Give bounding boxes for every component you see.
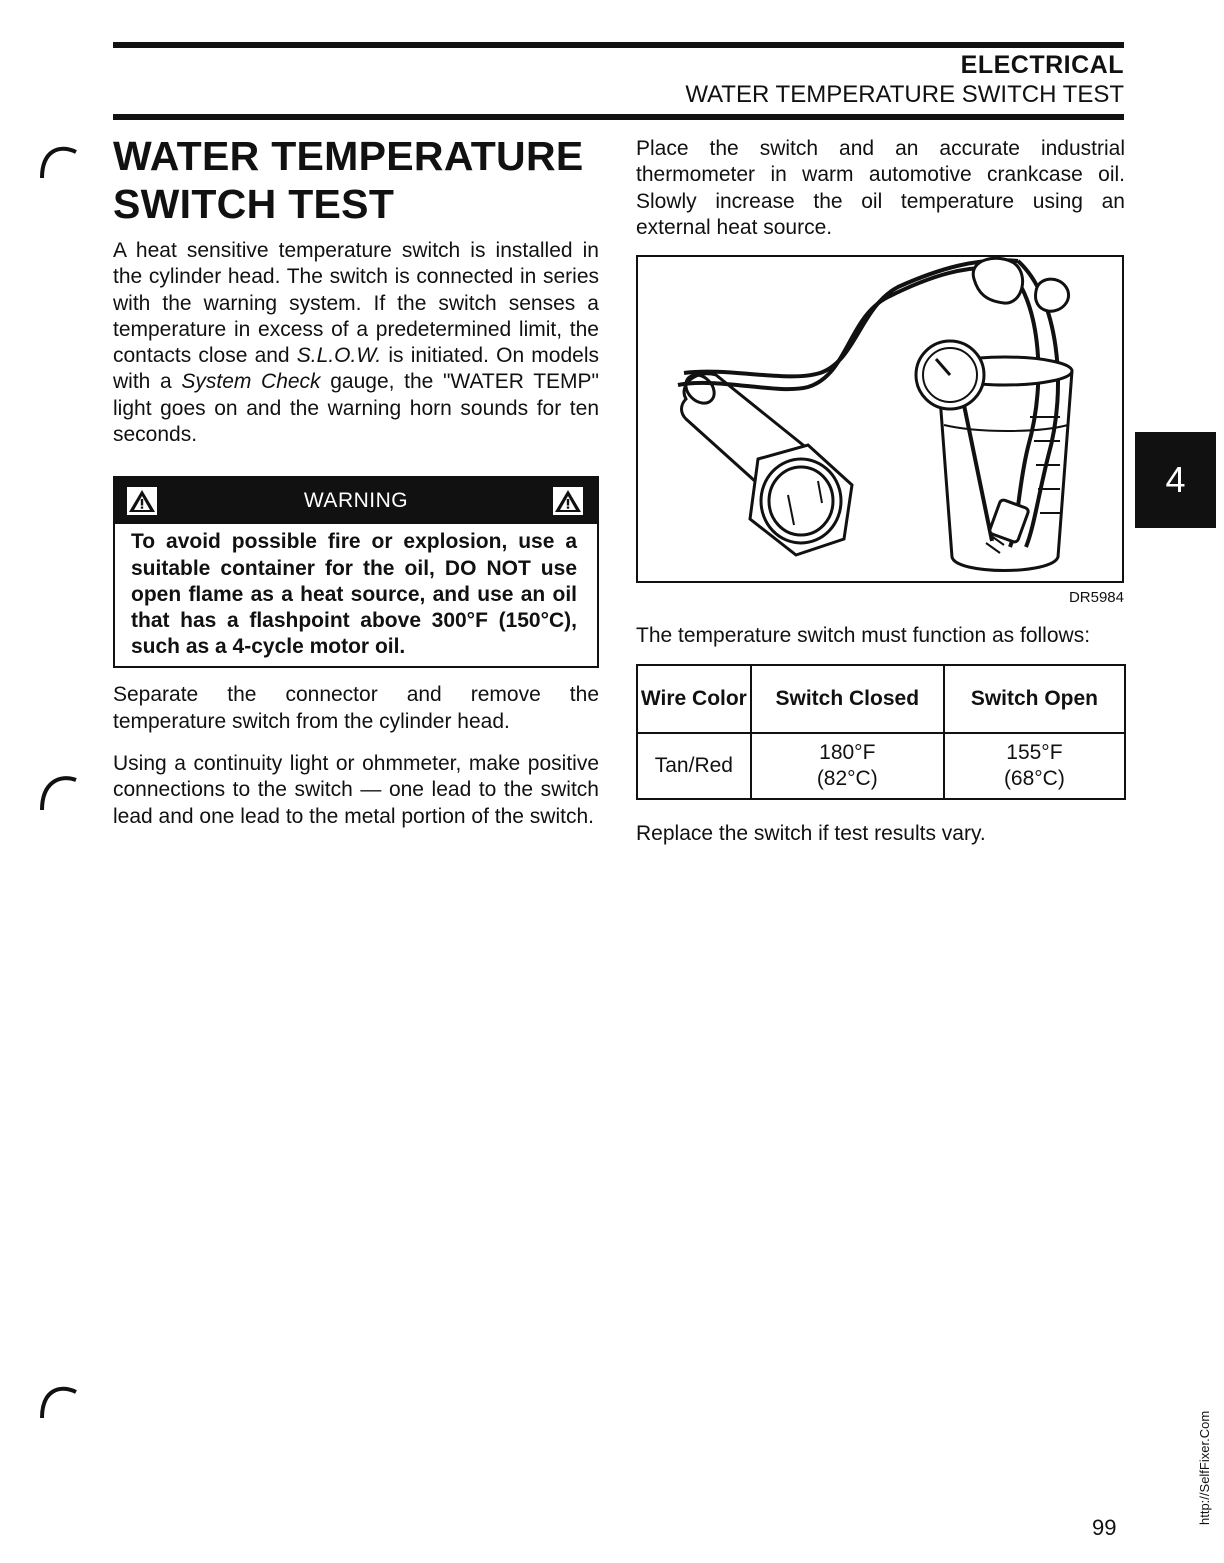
binder-hole-mark	[38, 138, 78, 188]
intro-text-2: is initiated. On models with a	[113, 344, 599, 394]
table-lead: The temperature switch must function as follows:	[636, 624, 1091, 648]
left-column	[113, 128, 599, 830]
warning-text: To avoid possible fire or explosion, use a suitable container for the oil, DO NOT use open flame as a heat source, and use an oil that has a flashpoint above 300°F (150°C), such as a 4-cycle motor oil.	[131, 530, 577, 659]
intro-slow: S.L.O.W.	[296, 344, 382, 368]
separate-paragraph: Separate the connector and remove the temperature switch from the cylinder head.	[113, 683, 599, 733]
switch-test-illustration	[636, 255, 1124, 583]
warning-header	[115, 478, 597, 524]
continuity-paragraph: Using a continuity light or ohmmeter, make positive connections to the switch — one lead to the switch lead and one lead to the metal portion of the switch.	[113, 751, 599, 828]
hex-nut	[750, 445, 852, 555]
warning-title: WARNING	[303, 489, 409, 513]
header-switch-closed: Switch Closed	[751, 665, 944, 733]
title-line-1: WATER TEMPERATURE	[113, 133, 584, 179]
switch-function-table	[636, 664, 1126, 800]
intro-text-3: gauge, the "WATER TEMP" light goes on and the warning horn sounds for ten seconds.	[113, 370, 599, 447]
table-row	[637, 733, 1125, 799]
page-number: 99	[1092, 1515, 1117, 1540]
cell-closed: 180°F (82°C)	[751, 733, 944, 799]
figure-code: DR5984	[1068, 589, 1124, 607]
title-line-2: SWITCH TEST	[113, 181, 395, 227]
intro-paragraph	[113, 238, 599, 448]
page-title	[113, 132, 599, 228]
temperature-switch	[986, 499, 1029, 553]
cell-open: 155°F (68°C)	[944, 733, 1125, 799]
place-paragraph: Place the switch and an accurate industrial thermometer in warm automotive crankcase oil. Slowly increase the oil temperature using an external heat source.	[636, 137, 1125, 239]
header-rule-top	[113, 42, 1124, 48]
header-section: ELECTRICAL	[960, 51, 1124, 79]
cell-wire: Tan/Red	[637, 733, 751, 799]
warning-triangle-icon	[127, 487, 157, 515]
binder-hole-mark	[38, 770, 78, 820]
header-rule-bottom	[113, 114, 1124, 120]
table-header-row	[637, 665, 1125, 733]
chapter-tab: 4	[1135, 432, 1216, 528]
replace-note: Replace the switch if test results vary.	[636, 822, 986, 846]
watermark-url: http://SelfFixer.Com	[1197, 1410, 1212, 1525]
illustration-drawing	[638, 257, 1122, 581]
right-column	[636, 128, 1125, 846]
intro-system-check: System Check	[181, 370, 321, 394]
thermometer	[916, 341, 992, 541]
header-subtitle: WATER TEMPERATURE SWITCH TEST	[685, 81, 1124, 108]
intro-text-1: A heat sensitive temperature switch is installed in the cylinder head. The switch is connected in series with the warning system. If the switch senses a temperature in excess of a predetermined limit, the contacts close and	[113, 239, 599, 368]
warning-triangle-icon	[553, 487, 583, 515]
header-switch-open: Switch Open	[944, 665, 1125, 733]
binder-hole-mark	[38, 1378, 78, 1428]
warning-box	[113, 476, 599, 668]
header-wire-color: Wire Color	[637, 665, 751, 733]
